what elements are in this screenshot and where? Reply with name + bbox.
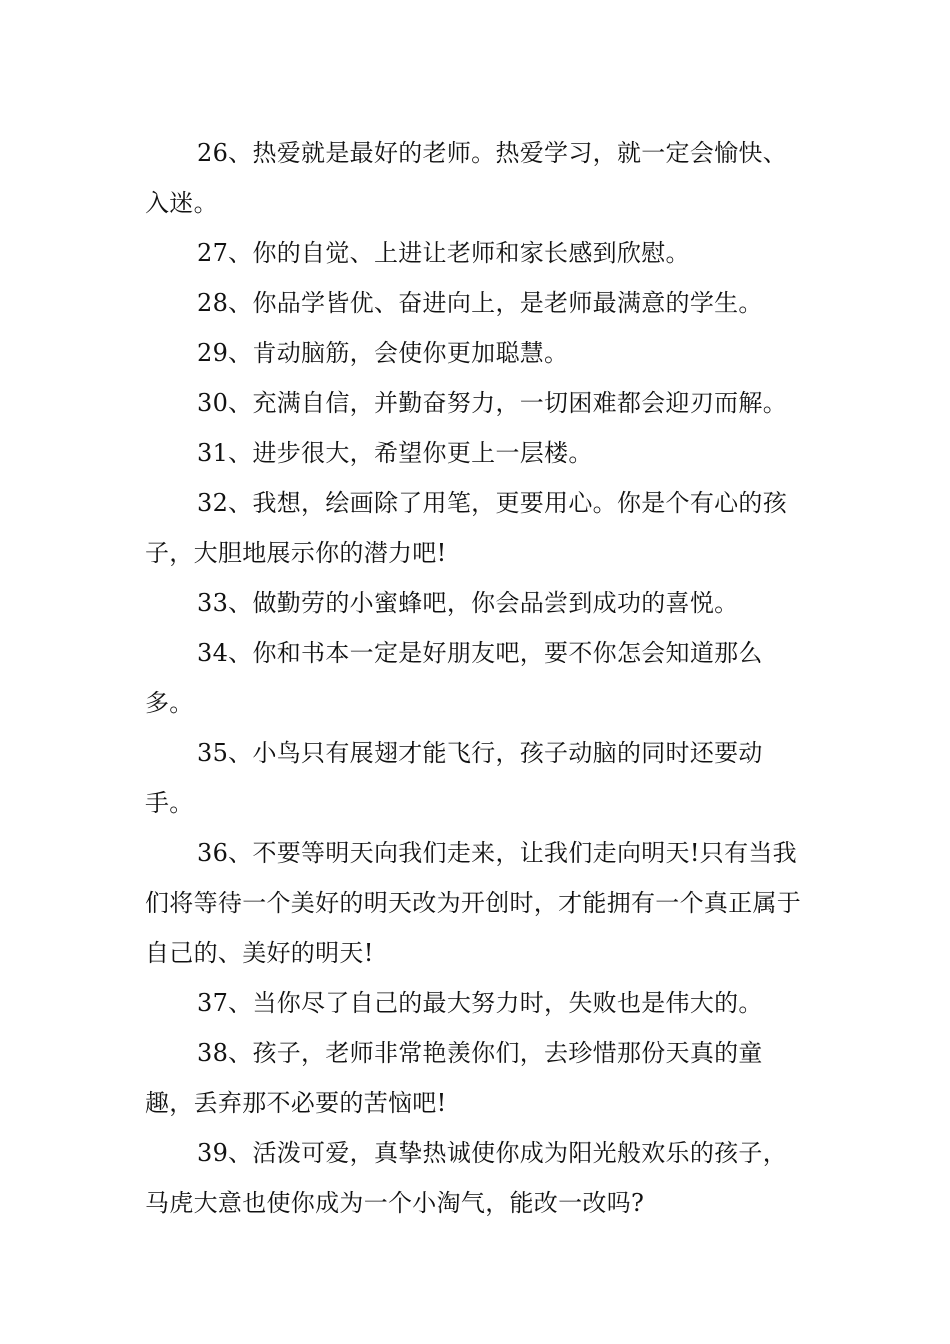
paragraph-39: 39、活泼可爱，真挚热诚使你成为阳光般欢乐的孩子，马虎大意也使你成为一个小淘气，能改一改吗? bbox=[145, 1139, 788, 1217]
paragraph-33: 33、做勤劳的小蜜蜂吧，你会品尝到成功的喜悦。 bbox=[197, 589, 739, 617]
paragraph-29: 29、肯动脑筋，会使你更加聪慧。 bbox=[197, 339, 569, 367]
paragraph-26: 26、热爱就是最好的老师。热爱学习，就一定会愉快、入迷。 bbox=[145, 139, 788, 217]
paragraph-27: 27、你的自觉、上进让老师和家长感到欣慰。 bbox=[197, 239, 690, 267]
document-body bbox=[145, 128, 810, 1228]
paragraph-34: 34、你和书本一定是好朋友吧，要不你怎会知道那么多。 bbox=[145, 639, 763, 717]
paragraph-36: 36、不要等明天向我们走来，让我们走向明天!只有当我们将等待一个美好的明天改为开创时，才能拥有一个真正属于自己的、美好的明天! bbox=[145, 839, 802, 967]
paragraph-30: 30、充满自信，并勤奋努力，一切困难都会迎刃而解。 bbox=[197, 389, 788, 417]
paragraph-31: 31、进步很大，希望你更上一层楼。 bbox=[197, 439, 593, 467]
paragraph-38: 38、孩子，老师非常艳羡你们，去珍惜那份天真的童趣，丢弃那不必要的苦恼吧! bbox=[145, 1039, 763, 1117]
paragraph-35: 35、小鸟只有展翅才能飞行，孩子动脑的同时还要动手。 bbox=[145, 739, 763, 817]
paragraph-32: 32、我想，绘画除了用笔，更要用心。你是个有心的孩子，大胆地展示你的潜力吧! bbox=[145, 489, 788, 567]
paragraph-37: 37、当你尽了自己的最大努力时，失败也是伟大的。 bbox=[197, 989, 763, 1017]
paragraph-28: 28、你品学皆优、奋进向上，是老师最满意的学生。 bbox=[197, 289, 763, 317]
